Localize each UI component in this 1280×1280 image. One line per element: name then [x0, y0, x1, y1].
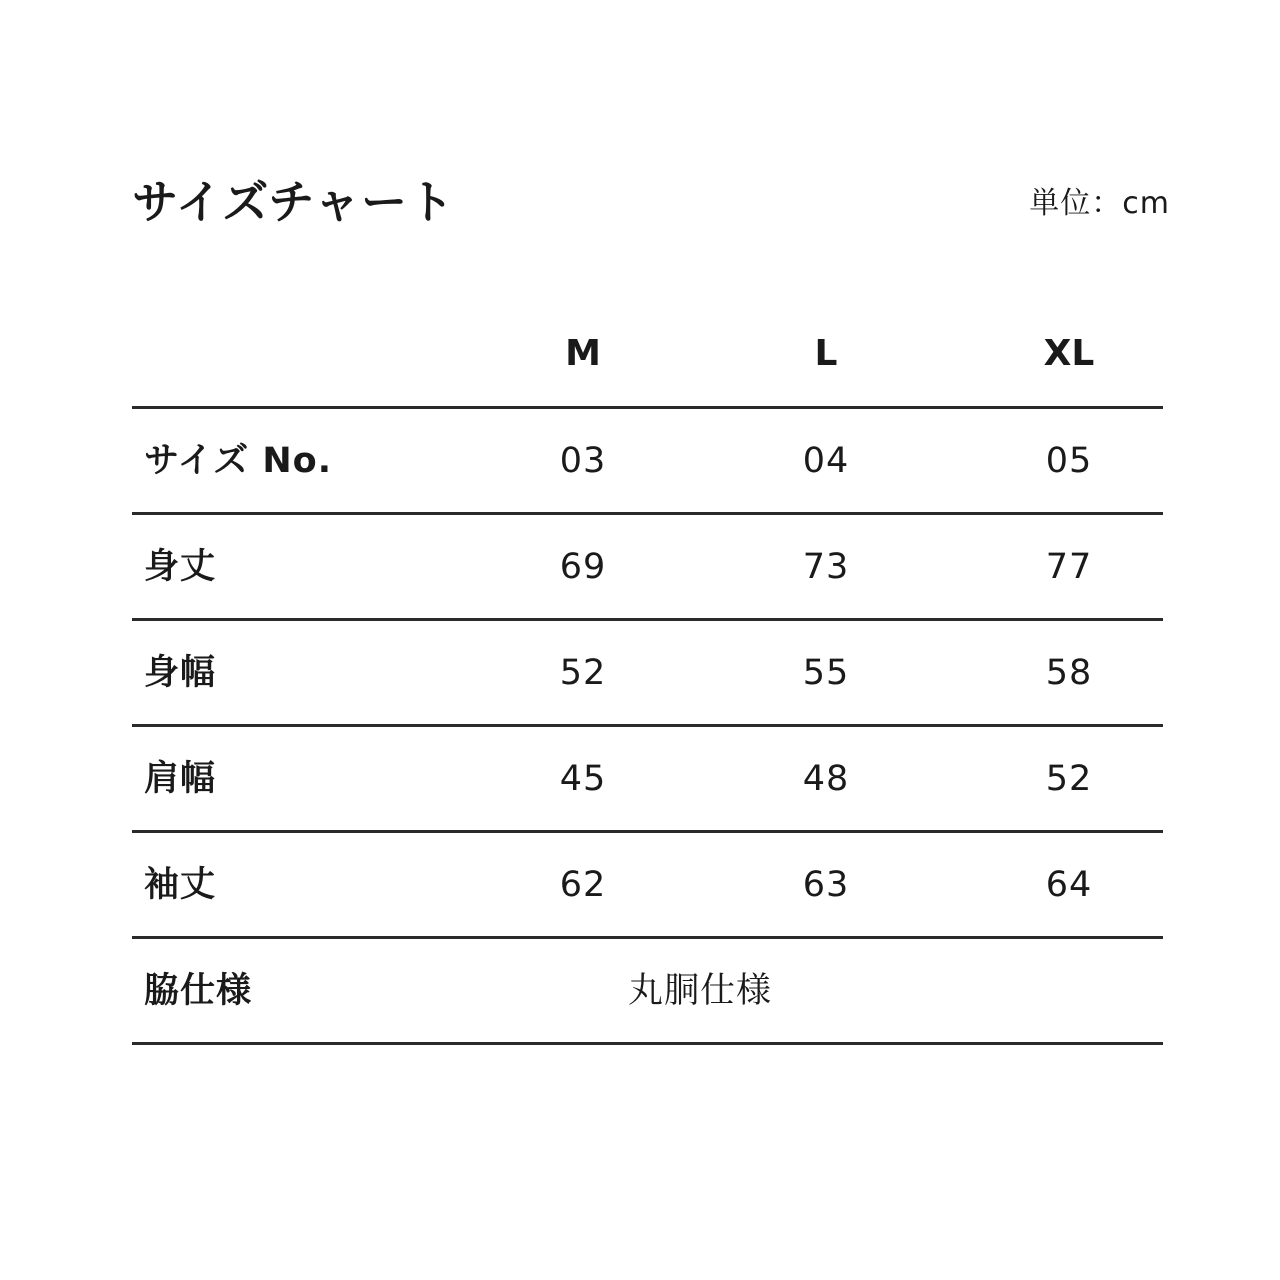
- table-cell: 52: [1045, 759, 1093, 799]
- table-cell: 62: [559, 865, 607, 905]
- size-header-l: L: [814, 333, 838, 374]
- table-cell: 52: [559, 653, 607, 693]
- table-row: [132, 833, 1163, 939]
- table-row: [132, 515, 1163, 621]
- row-label: 身幅: [144, 653, 217, 693]
- table-cell: 45: [559, 759, 607, 799]
- table-header: [132, 300, 1163, 409]
- table-cell: 73: [802, 547, 850, 587]
- table-cell: 69: [559, 547, 607, 587]
- side-spec-value: 丸胴仕様: [628, 971, 773, 1011]
- table-cell: 48: [802, 759, 850, 799]
- table-row: [132, 409, 1163, 515]
- table-row-side-spec: [132, 939, 1163, 1045]
- table-cell: 04: [802, 441, 850, 481]
- size-table: [132, 300, 1163, 1045]
- row-label: 袖丈: [144, 865, 217, 905]
- table-cell: 55: [802, 653, 850, 693]
- table-cell: 77: [1045, 547, 1093, 587]
- table-row: [132, 621, 1163, 727]
- table-cell: 64: [1045, 865, 1093, 905]
- table-cell: 03: [559, 441, 607, 481]
- row-label: 脇仕様: [144, 971, 253, 1011]
- unit-label: 単位：cm: [1029, 186, 1170, 221]
- row-label: 身丈: [144, 547, 217, 587]
- chart-title: サイズチャート: [132, 175, 456, 229]
- row-label: サイズ No.: [144, 441, 333, 481]
- table-row: [132, 727, 1163, 833]
- size-header-m: M: [565, 333, 601, 374]
- table-cell: 63: [802, 865, 850, 905]
- size-header-xl: XL: [1043, 333, 1095, 374]
- table-cell: 58: [1045, 653, 1093, 693]
- table-cell: 05: [1045, 441, 1093, 481]
- row-label: 肩幅: [144, 759, 217, 799]
